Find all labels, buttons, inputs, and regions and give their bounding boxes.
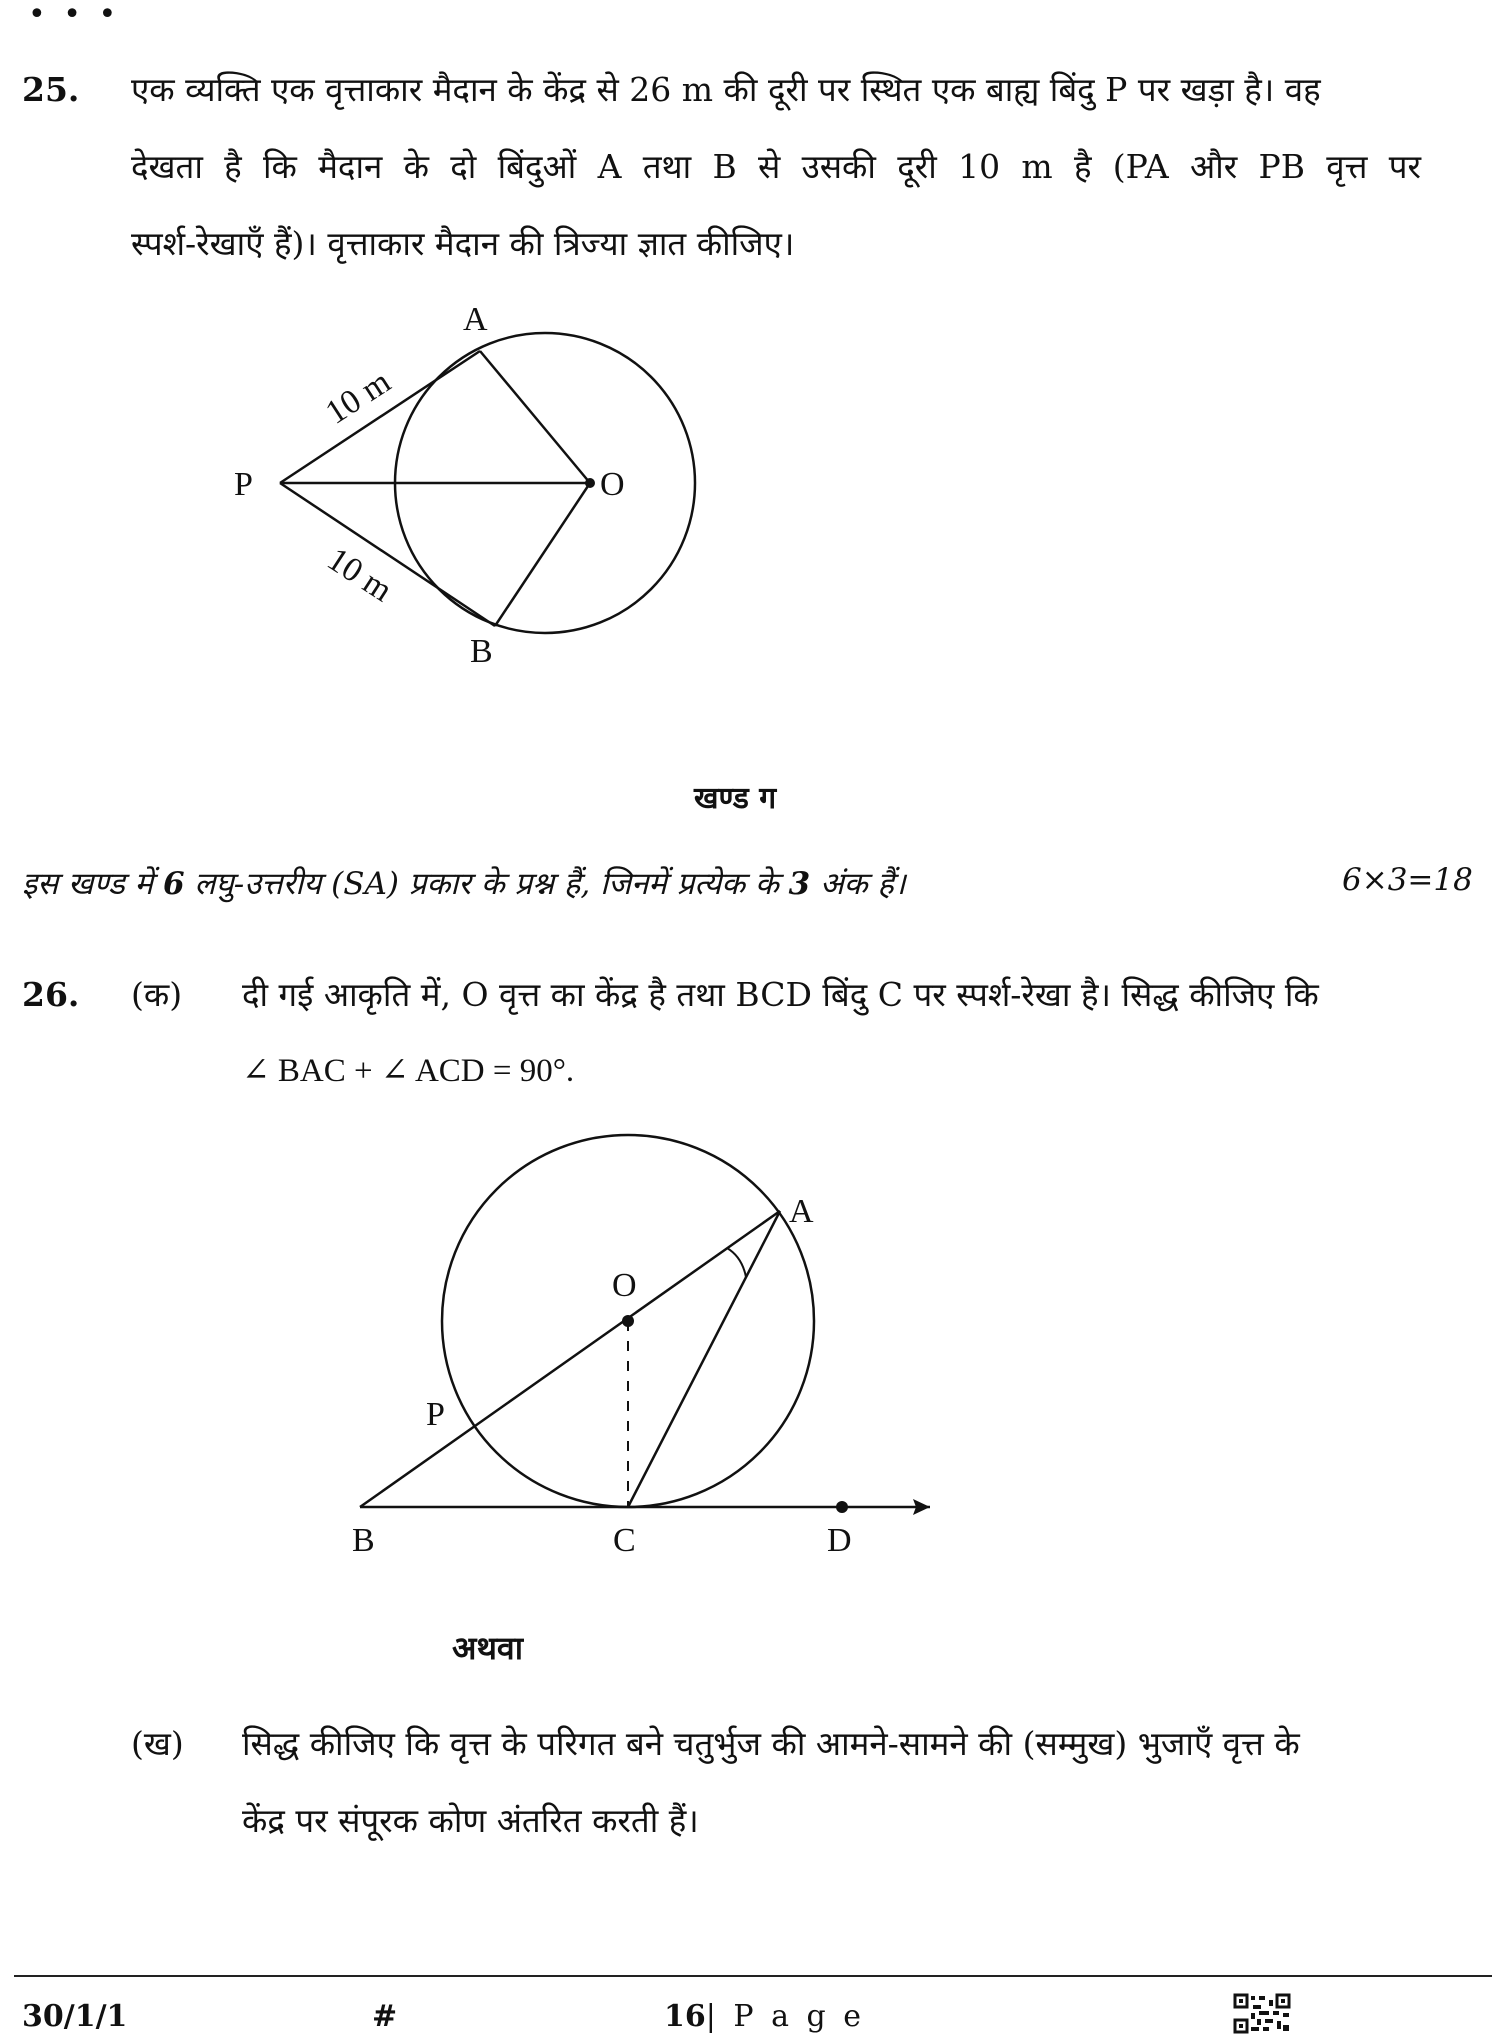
instructions-pre: इस खण्ड में xyxy=(22,866,163,902)
q26-part-a-label: (क) xyxy=(131,975,183,1014)
label-p: P xyxy=(234,466,253,503)
q26-part-a-text xyxy=(242,956,1422,1110)
paper-code: 30/1/1 xyxy=(22,1999,128,2034)
page-label: | P a g e xyxy=(705,1999,866,2034)
point-d xyxy=(836,1501,848,1513)
instructions-mid: लघु-उत्तरीय (SA) प्रकार के प्रश्न हैं, जिनमें प्रत्येक के xyxy=(184,866,789,902)
section-marks: 6×3=18 xyxy=(1342,862,1473,898)
label-a: A xyxy=(463,301,488,338)
chord-ac xyxy=(628,1211,780,1507)
question-25-text xyxy=(131,51,1421,282)
radius-oa xyxy=(480,351,590,483)
q25-line-1: एक व्यक्ति एक वृत्ताकार मैदान के केंद्र से 26 m की दूरी पर स्थित एक बाह्य बिंदु P पर खड़ा है। वह xyxy=(131,70,1321,109)
section-title: खण्ड ग xyxy=(694,781,777,816)
page-number xyxy=(664,1999,865,2034)
center-point-o xyxy=(622,1315,634,1327)
label-a: A xyxy=(789,1193,814,1230)
q26b-line-1: सिद्ध कीजिए कि वृत्त के परिगत बने चतुर्भुज की आमने-सामने की (सम्मुख) भुजाएँ वृत्त के xyxy=(242,1724,1300,1763)
instructions-count: 6 xyxy=(162,866,185,902)
q26-part-b-text xyxy=(242,1705,1422,1859)
top-dots: • • • xyxy=(28,0,121,32)
question-number-25: 25. xyxy=(22,70,80,109)
label-d: D xyxy=(827,1522,852,1559)
label-b: B xyxy=(352,1522,375,1559)
q26a-line-1: दी गई आकृति में, O वृत्त का केंद्र है तथा BCD बिंदु C पर स्पर्श-रेखा है। सिद्ध कीजिए कि xyxy=(242,975,1319,1014)
center-point-o xyxy=(585,478,595,488)
qr-code-icon xyxy=(1233,1993,1291,2034)
page-number-value: 16 xyxy=(664,1999,706,2034)
q26-part-b-label: (ख) xyxy=(131,1724,184,1763)
q25-line-2: देखता है कि मैदान के दो बिंदुओं A तथा B से उसकी दूरी 10 m है (PA और PB वृत्त पर xyxy=(131,147,1421,186)
label-p: P xyxy=(426,1396,445,1433)
label-o: O xyxy=(612,1267,637,1304)
line-bpoa xyxy=(360,1211,780,1507)
or-separator: अथवा xyxy=(452,1629,523,1667)
label-o: O xyxy=(600,466,625,503)
label-pb-length: 10 m xyxy=(320,540,399,610)
tangent-figure-q25 xyxy=(230,290,790,680)
label-b: B xyxy=(470,633,493,670)
tangent-figure-q26 xyxy=(340,1125,960,1575)
footer-rule xyxy=(14,1975,1492,1977)
q26a-line-2: ∠ BAC + ∠ ACD = 90°. xyxy=(242,1053,575,1089)
angle-arc-bac xyxy=(727,1248,746,1277)
q25-line-3: स्पर्श-रेखाएँ हैं)। वृत्ताकार मैदान की त्रिज्या ज्ञात कीजिए। xyxy=(131,224,795,263)
instructions-marks: 3 xyxy=(788,866,811,902)
label-pa-length: 10 m xyxy=(319,363,398,432)
q26b-line-2: केंद्र पर संपूरक कोण अंतरित करती हैं। xyxy=(242,1801,699,1840)
label-c: C xyxy=(613,1522,636,1559)
section-instructions xyxy=(22,862,906,904)
tangent-pb xyxy=(280,483,495,626)
footer-hash: # xyxy=(372,1999,398,2034)
instructions-post: अंक हैं। xyxy=(810,866,906,902)
radius-ob xyxy=(495,483,590,626)
question-number-26: 26. xyxy=(22,975,80,1014)
